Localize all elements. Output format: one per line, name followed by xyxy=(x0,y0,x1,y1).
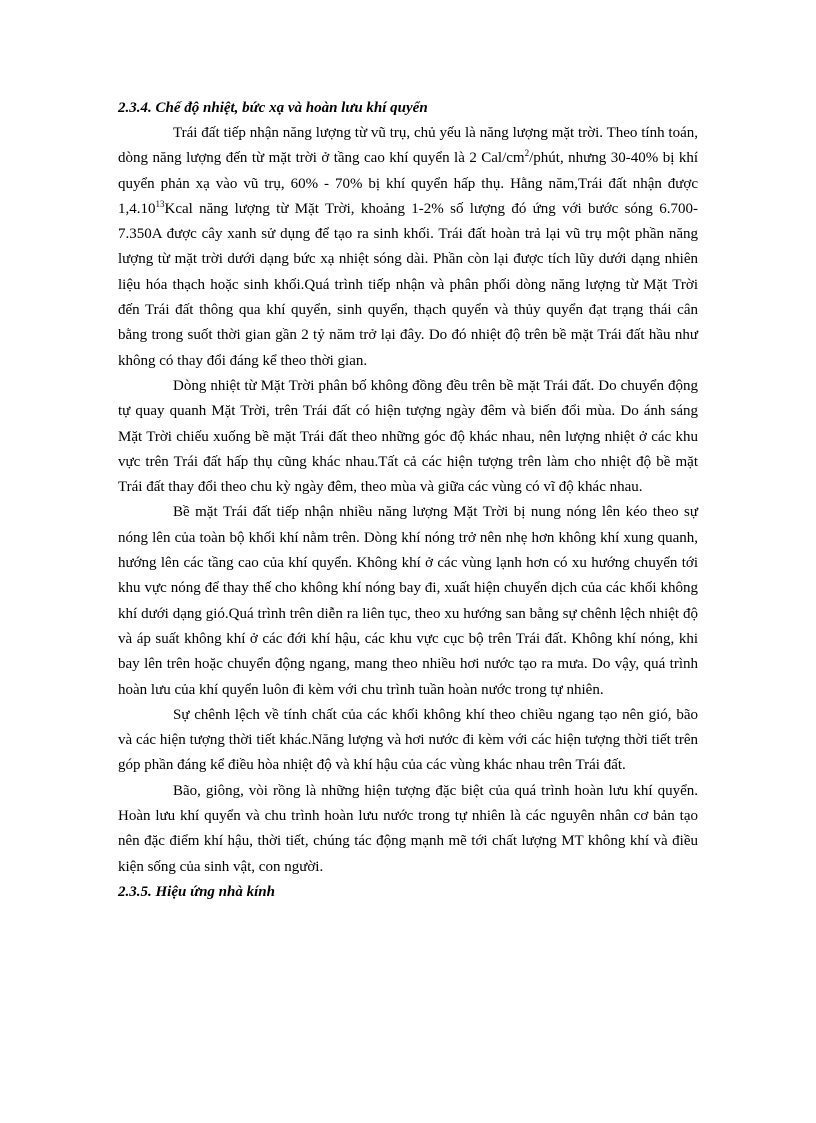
paragraph-text: Kcal năng lượng từ Mặt Trời, khoảng 1-2% số lượng đó ứng với bước sóng 6.700- 7.350A được cây xanh sử dụng để tạo ra sinh khối. Trái đất hoàn trả lại vũ trụ một phần năng lượng từ mặt trời dưới dạng bức xạ nhiệt sóng dài. Phần còn lại được tích lũy dưới dạng nhiên liệu hóa thạch hoặc sinh khối.Quá trình tiếp nhận và phân phối dòng năng lượng từ Mặt Trời đến Trái đất thông qua khí quyển, sinh quyển, thạch quyển và thủy quyển đạt trạng thái cân bằng trong suốt thời gian gần 2 tỷ năm trở lại đây. Do đó nhiệt độ trên bề mặt Trái đất hầu như không có thay đổi đáng kể theo thời gian. xyxy=(118,200,698,369)
paragraph-air-circulation: Bề mặt Trái đất tiếp nhận nhiều năng lượng Mặt Trời bị nung nóng lên kéo theo sự nóng lên của toàn bộ khối khí nằm trên. Dòng khí nóng trở nên nhẹ hơn không khí xung quanh, hướng lên các tầng cao của khí quyển. Không khí ở các vùng lạnh hơn có xu hướng chuyển tới khu vực nóng để thay thế cho không khí nóng bay đi, xuất hiện chuyển dịch của các khối không khí dưới dạng gió.Quá trình trên diễn ra liên tục, theo xu hướng san bằng sự chênh lệch nhiệt độ và áp suất không khí ở các đới khí hậu, các khu vực cục bộ trên Trái đất. Không khí nóng, khi bay lên trên hoặc chuyển động ngang, mang theo nhiều hơi nước tạo ra mưa. Do vậy, quá trình hoàn lưu của khí quyển luôn đi kèm với chu trình tuần hoàn nước trong tự nhiên. xyxy=(118,504,698,698)
superscript: 2 xyxy=(524,148,530,159)
section-heading-2-3-5: 2.3.5. Hiệu ứng nhà kính xyxy=(118,883,275,900)
paragraph-weather: Sự chênh lệch về tính chất của các khối không khí theo chiều ngang tạo nên gió, bão và các hiện tượng thời tiết khác.Năng lượng và hơi nước đi kèm với các hiện tượng thời tiết trên góp phần đáng kể điều hòa nhiệt độ và khí hậu của các vùng khác nhau trên Trái đất. xyxy=(118,706,698,774)
paragraph-storms: Bão, giông, vòi rồng là những hiện tượng đặc biệt của quá trình hoàn lưu khí quyển. Hoàn lưu khí quyển và chu trình hoàn lưu nước trong tự nhiên là các nguyên nhân cơ bản tạo nên đặc điểm khí hậu, thời tiết, chúng tác động mạnh mẽ tới chất lượng MT không khí và điều kiện sống của sinh vật, con người. xyxy=(118,782,698,875)
paragraph-text: /phút, nhưng 30-40% bị khí quyển phản xạ vào vũ trụ, 60% - 70% bị khí quyển hấp thụ. Hằng năm,Trái đất nhận được 1,4.10 xyxy=(118,150,698,217)
document-page xyxy=(118,96,698,905)
section-heading-2-3-4: 2.3.4. Chế độ nhiệt, bức xạ và hoàn lưu khí quyển xyxy=(118,100,428,116)
paragraph-heat-distribution: Dòng nhiệt từ Mặt Trời phân bố không đồng đều trên bề mặt Trái đất. Do chuyển động tự quay quanh Mặt Trời, trên Trái đất có hiện tượng ngày đêm và biến đổi mùa. Do ánh sáng Mặt Trời chiếu xuống bề mặt Trái đất theo những góc độ khác nhau, nên lượng nhiệt ở các khu vực trên Trái đất hấp thụ cũng khác nhau.Tất cả các hiện tượng trên làm cho nhiệt độ bề mặt Trái đất thay đổi theo chu kỳ ngày đêm, theo mùa và giữa các vùng có vĩ độ khác nhau. xyxy=(118,377,698,496)
paragraph-solar-energy xyxy=(118,121,698,374)
paragraph-text: Trái đất tiếp nhận năng lượng từ vũ trụ, chủ yếu là năng lượng mặt trời. Theo tính toán, dòng năng lượng đến từ mặt trời ở tầng cao khí quyển là 2 Cal/cm xyxy=(118,125,698,167)
superscript: 13 xyxy=(155,198,165,209)
